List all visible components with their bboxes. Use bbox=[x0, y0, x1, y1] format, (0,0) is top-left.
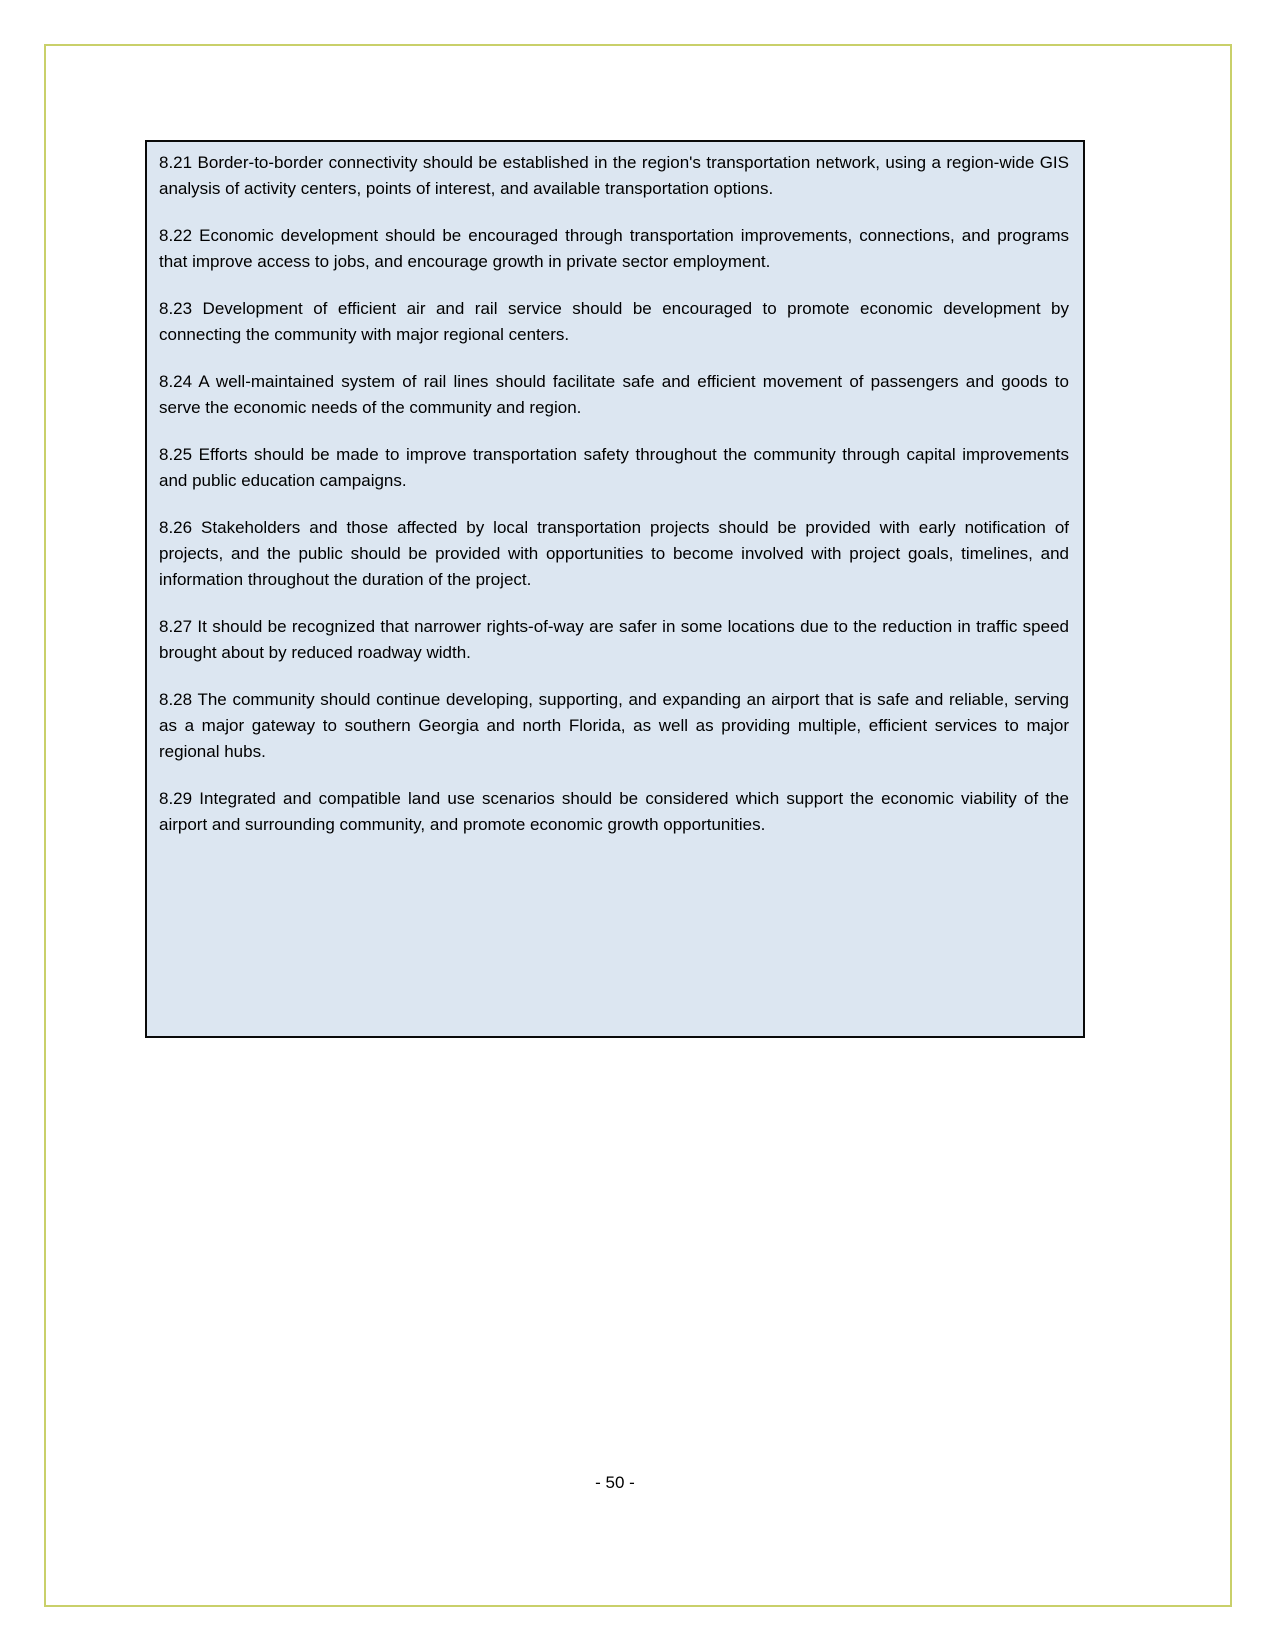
policy-paragraph-8-27: 8.27 It should be recognized that narrower rights-of-way are safer in some locations due to the reduction in traffic speed brought about by reduced roadway width. bbox=[159, 617, 1069, 662]
page-number: - 50 - bbox=[595, 1473, 635, 1492]
policy-paragraph-8-23: 8.23 Development of efficient air and rail service should be encouraged to promote economic development by connecting the community with major regional centers. bbox=[159, 299, 1069, 344]
policy-paragraph-8-26: 8.26 Stakeholders and those affected by local transportation projects should be provided with early notification of projects, and the public should be provided with opportunities to become involved with project goals, timelines, and information throughout the duration of the project. bbox=[159, 518, 1069, 589]
policy-paragraph-8-24: 8.24 A well-maintained system of rail lines should facilitate safe and efficient movement of passengers and goods to serve the economic needs of the community and region. bbox=[159, 372, 1069, 417]
policy-paragraph-8-25: 8.25 Efforts should be made to improve transportation safety throughout the community through capital improvements and public education campaigns. bbox=[159, 445, 1069, 490]
policy-paragraph-8-28: 8.28 The community should continue developing, supporting, and expanding an airport that is safe and reliable, serving as a major gateway to southern Georgia and north Florida, as well as providing multiple, efficient services to major regional hubs. bbox=[159, 690, 1069, 761]
policy-paragraph-8-29: 8.29 Integrated and compatible land use scenarios should be considered which support the economic viability of the airport and surrounding community, and promote economic growth opportunities. bbox=[159, 789, 1069, 834]
policy-paragraph-8-22: 8.22 Economic development should be encouraged through transportation improvements, connections, and programs that improve access to jobs, and encourage growth in private sector employment. bbox=[159, 226, 1069, 271]
policy-paragraph-8-21: 8.21 Border-to-border connectivity should be established in the region's transportation network, using a region-wide GIS analysis of activity centers, points of interest, and available transportation options. bbox=[159, 153, 1069, 198]
policy-text-box bbox=[145, 140, 1085, 1038]
